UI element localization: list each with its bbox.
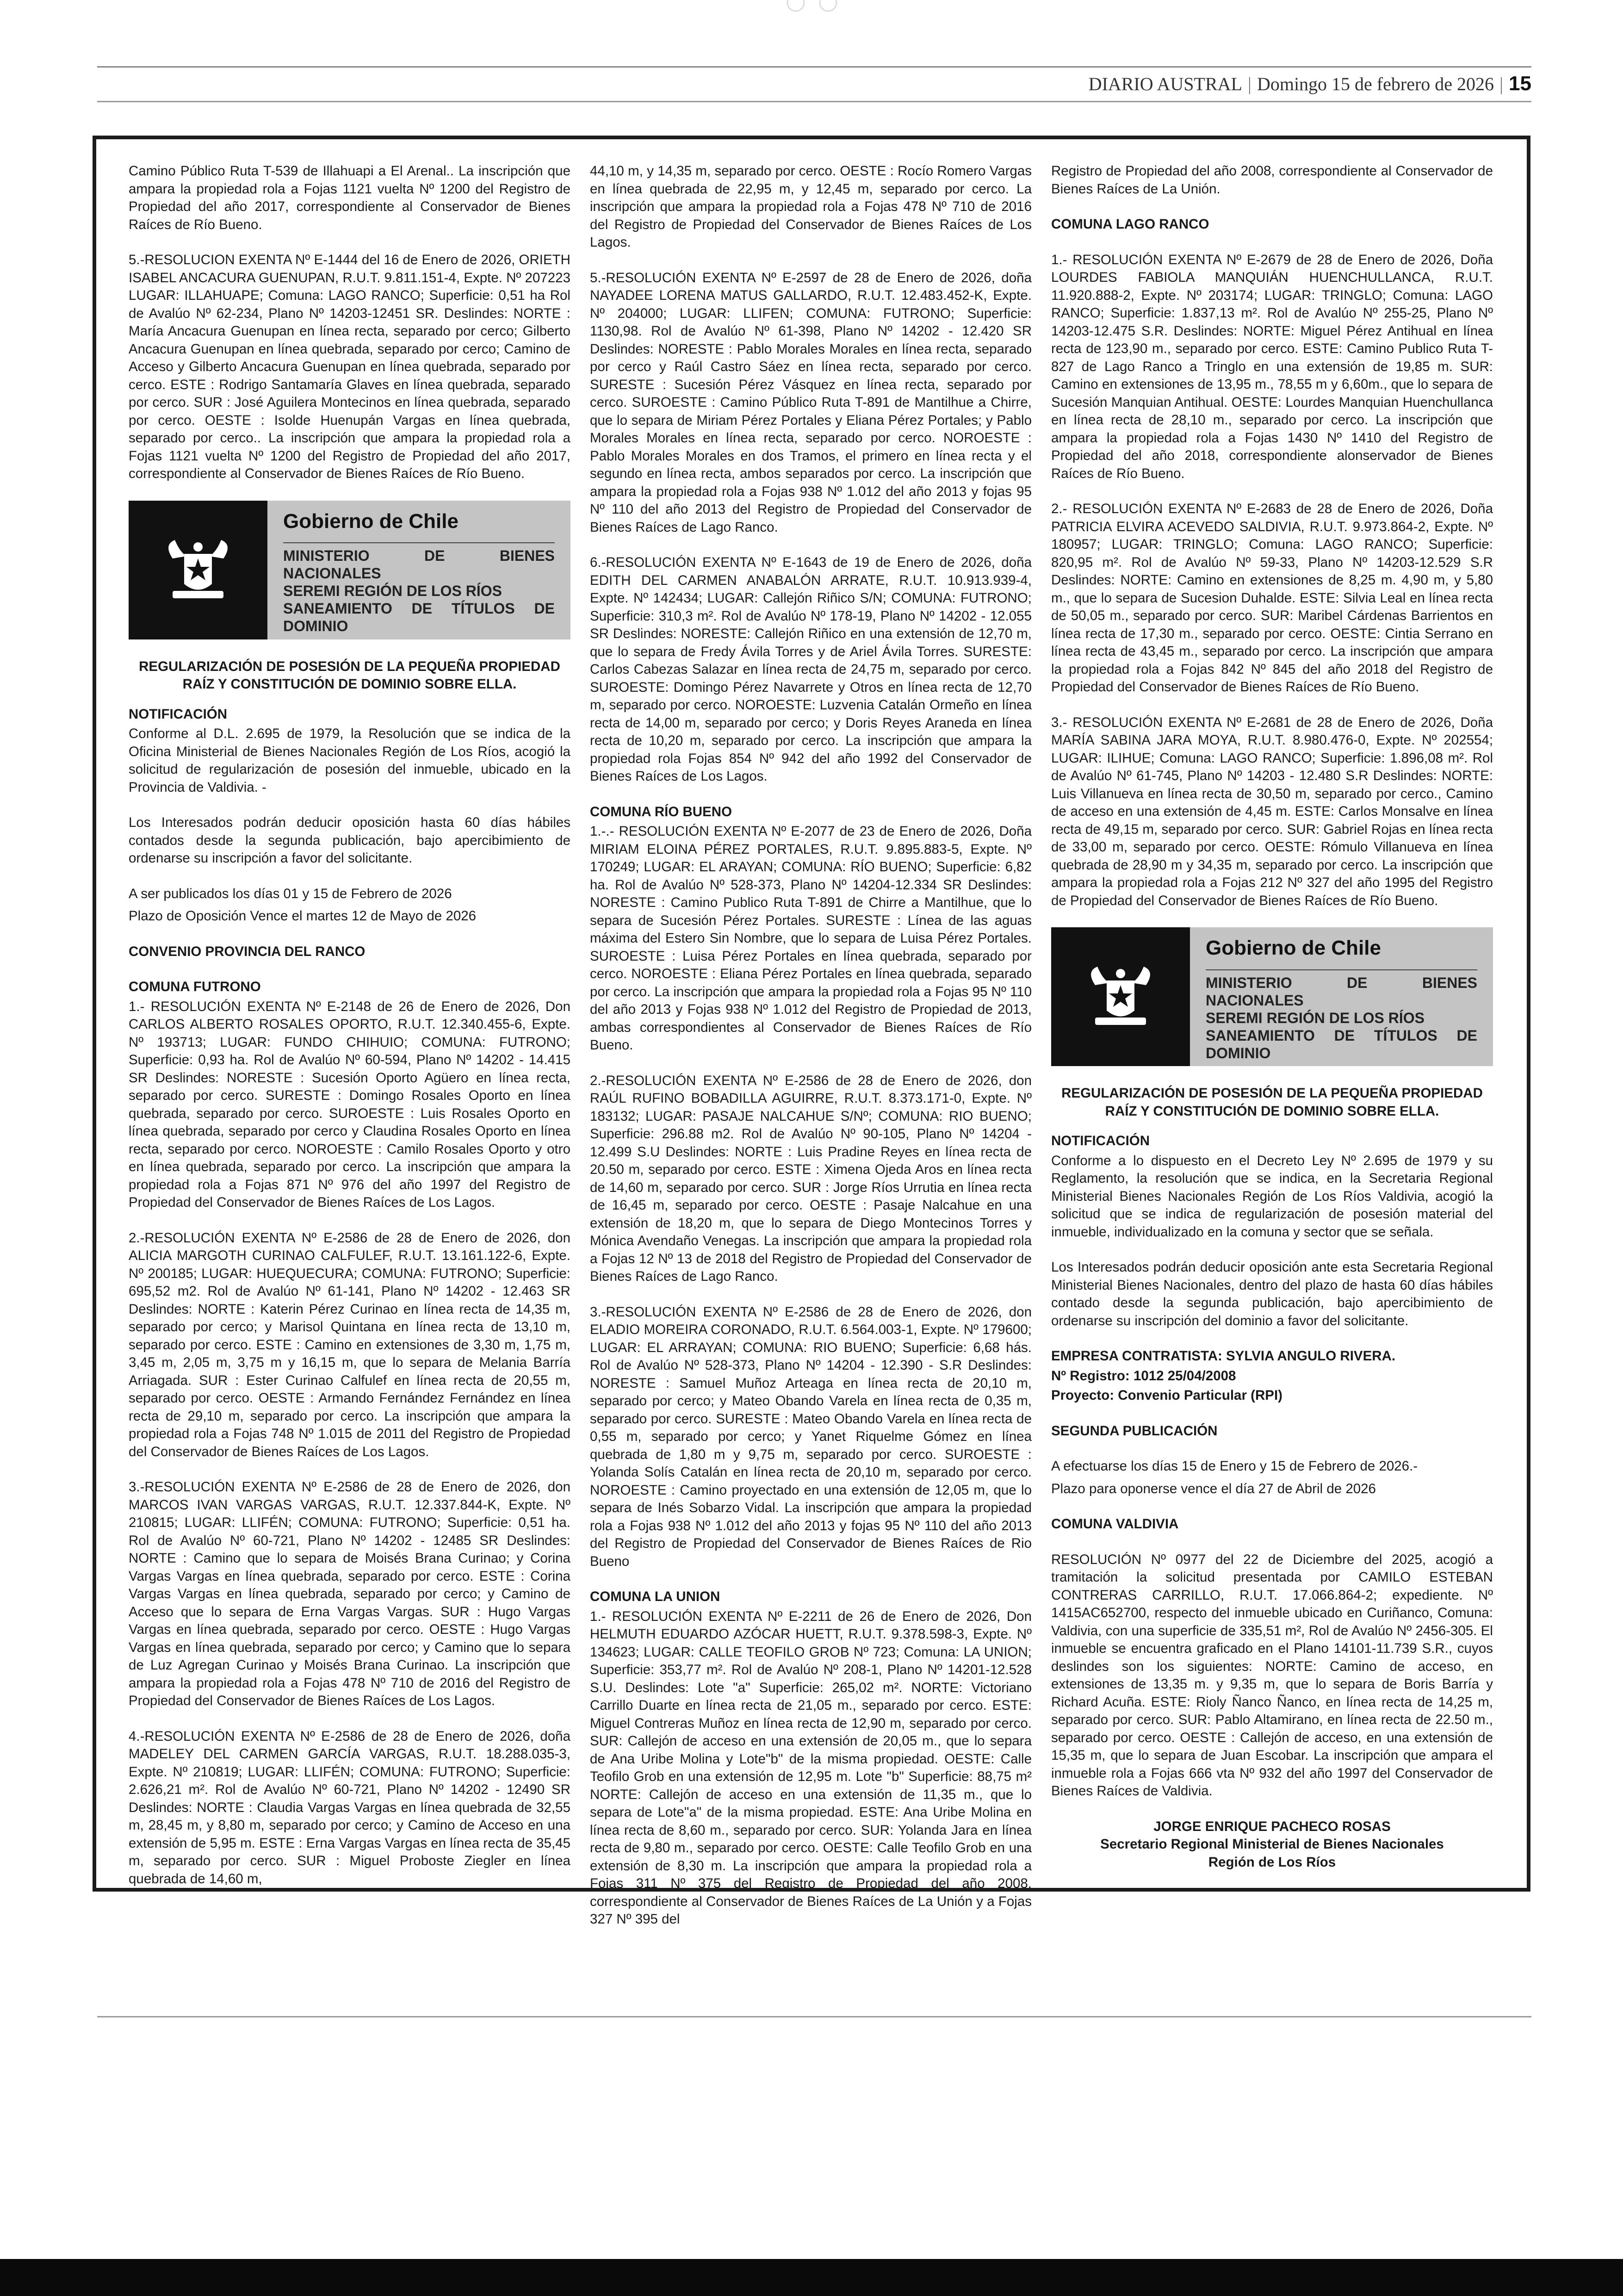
notice-paragraph: 5.-RESOLUCION EXENTA Nº E-1444 del 16 de Enero de 2026, ORIETH ISABEL ANCACURA GUENUPAN, R.U.T. 9.811.151-4, Expte. Nº 207223 LUGAR: ILLAHUAPE; Comuna: LAGO RANCO; Superficie: 0,51 ha Rol de Avalúo Nº 62-234, Plano Nº 14203-12451 SR. Deslindes: NORTE : María Ancacura Guenupan en línea recta, separado por cerco; Gilberto Ancacura Guenupan en línea quebrada, separado por cerco; Camino de Acceso y Gilberto Ancacura Guenupan en línea quebrada, separado por cerco. ESTE : Rodrigo Santamaría Glaves en línea quebrada, separado por cerco. SUR : José Aguilera Montecinos en línea quebrada, separado por cerco. OESTE : Isolde Huenupán Vargas en línea quebrada, separado por cerco.. La inscripción que ampara la propiedad rola a Fojas 1121 vuelta Nº 1200 del Registro de Propiedad del año 2017, correspondiente al Conservador de Bienes Raíces de Río Bueno. bbox=[129, 252, 570, 481]
section-heading: COMUNA FUTRONO bbox=[129, 979, 261, 994]
section-heading: COMUNA VALDIVIA bbox=[1051, 1516, 1179, 1532]
section-heading: COMUNA LA UNION bbox=[590, 1589, 720, 1604]
notification-heading: NOTIFICACIÓN bbox=[1051, 1133, 1150, 1148]
header-rule bbox=[97, 101, 1531, 102]
top-rule bbox=[97, 66, 1531, 68]
notice-paragraph: 1.-.- RESOLUCIÓN EXENTA Nº E-2077 de 23 de Enero de 2026, Doña MIRIAM ELOINA PÉREZ PORTALES, R.U.T. 9.895.883-5, Expte. Nº 170249; LUGAR: EL ARAYAN; COMUNA: RÍO BUENO; Superficie: 6,82 ha. Rol de Avalúo Nº 528-373, Plano Nº 14204-12.334 SR Deslindes: NORESTE : Camino Publico Ruta T-891 de Chirre a Mantilhue, que lo separa de Sucesión Pérez Portales. SURESTE : Línea de las aguas máxima del Estero Sin Nombre, que lo separa de Luisa Pérez Portales. SUROESTE : Luisa Pérez Portales en línea quebrada, separado por cerco. NOROESTE : Eliana Pérez Portales en línea quebrada, separado por cerco. La inscripción que ampara la propiedad rola a Fojas 95 Nº 110 del año 2013 y Fojas 938 Nº 1.012 del Registro de Propiedad de 2013, ambas correspondientes al Conservador de Bienes Raíces de Río Bueno. bbox=[590, 824, 1032, 1053]
signatory-title: Secretario Regional Ministerial de Bienes Nacionales bbox=[1100, 1837, 1444, 1852]
column-1 bbox=[129, 162, 570, 1946]
notice-paragraph: 4.-RESOLUCIÓN EXENTA Nº E-2586 de 28 de Enero de 2026, doña MADELEY DEL CARMEN GARCÍA VARGAS, R.U.T. 18.288.035-3, Expte. Nº 210819; LUGAR: LLIFÉN; COMUNA: FUTRONO; Superficie: 2.626,21 m². Rol de Avalúo Nº 60-721, Plano Nº 14202 - 12490 SR Deslindes: NORTE : Claudia Vargas Vargas en línea quebrada de 32,55 m, 28,45 m, y 8,80 m, separado por cerco; y Camino de Acceso en una extensión de 5,95 m. ESTE : Erna Vargas Vargas en línea recta de 35,45 m, separado por cerco. SUR : Miguel Proboste Ziegler en línea quebrada de 14,60 m, bbox=[129, 1728, 570, 1886]
banner-title: Gobierno de Chile bbox=[283, 509, 458, 533]
signatory-region: Región de Los Ríos bbox=[1208, 1854, 1336, 1870]
header-separator: | bbox=[1499, 73, 1504, 94]
bottom-bar bbox=[0, 2259, 1623, 2296]
section-heading: SEGUNDA PUBLICACIÓN bbox=[1051, 1423, 1218, 1439]
publication-dates: A ser publicados los días 01 y 15 de Febrero de 2026 bbox=[129, 886, 452, 901]
notice-paragraph: Registro de Propiedad del año 2008, correspondiente al Conservador de Bienes Raíces de La Unión. bbox=[1051, 163, 1493, 197]
page-indicator-dots bbox=[782, 0, 847, 14]
gobierno-chile-banner bbox=[129, 501, 570, 639]
banner-line: MINISTERIO DE BIENES NACIONALES bbox=[1206, 969, 1477, 1009]
notice-paragraph: Conforme a lo dispuesto en el Decreto Ley Nº 2.695 de 1979 y su Reglamento, la resolución que se indica, en la Secretaria Regional Ministerial Bienes Nacionales Región de Los Ríos Valdivia, acogió la solicitud que se indica de regularización de posesión material del inmueble, individualizado en la comuna y sector que se señala. bbox=[1051, 1153, 1493, 1240]
regularization-title: REGULARIZACIÓN DE POSESIÓN DE LA PEQUEÑA PROPIEDAD RAÍZ Y CONSTITUCIÓN DE DOMINIO SOBRE ELLA. bbox=[139, 658, 560, 692]
notice-paragraph: 44,10 m, y 14,35 m, separado por cerco. OESTE : Rocío Romero Vargas en línea quebrada de 22,95 m, y 12,45 m, separado por cerco. La inscripción que ampara la propiedad rola a Fojas 478 Nº 710 de 2016 del Registro de Propiedad del Conservador de Bienes Raíces de Los Lagos. bbox=[590, 163, 1032, 250]
signatory-name: JORGE ENRIQUE PACHECO ROSAS bbox=[1153, 1818, 1391, 1834]
notice-paragraph: 2.-RESOLUCIÓN EXENTA Nº E-2586 de 28 de Enero de 2026, don ALICIA MARGOTH CURINAO CALFULEF, R.U.T. 13.161.122-6, Expte. Nº 200185; LUGAR: HUEQUECURA; COMUNA: FUTRONO; Superficie: 695,52 m2. Rol de Avalúo Nº 61-141, Plano Nº 14202 - 12.463 SR Deslindes: NORTE : Katerin Pérez Curinao en línea recta de 14,35 m, separado por cerco; y Marisol Quintana en línea recta de 13,10 m, separado por cerco. ESTE : Camino en extensiones de 3,30 m, 1,75 m, 3,45 m, 2,05 m, 3,75 m y 16,15 m, que lo separa de Melania Barría Arriagada. SUR : Ester Curinao Calfulef en línea recta de 20,55 m, separado por cerco. OESTE : Armando Fernández Fernández en línea recta de 29,10 m, separado por cerco. La inscripción que ampara la propiedad rola a Fojas 748 Nº 1.015 de 2011 del Registro de Propiedad del Conservador de Bienes Raíces de Los Lagos. bbox=[129, 1230, 570, 1459]
publication-name: DIARIO AUSTRAL bbox=[1088, 73, 1242, 94]
publication-dates: A efectuarse los días 15 de Enero y 15 de Febrero de 2026.- bbox=[1051, 1458, 1418, 1474]
chile-coat-of-arms-icon bbox=[1051, 927, 1190, 1066]
notice-paragraph: 2.- RESOLUCIÓN EXENTA Nº E-2683 de 28 de Enero de 2026, Doña PATRICIA ELVIRA ACEVEDO SALDIVIA, R.U.T. 9.973.864-2, Expte. Nº 180957; LUGAR: TRINGLO; Comuna: LAGO RANCO; Superficie: 820,95 m². Rol de Avalúo Nº 59-33, Plano Nº 14203-12.529 S.R Deslindes: NORTE: Camino en extensiones de 8,25 m. 4,90 m, y 5,80 m., que lo separa de Sucesion Duhalde. ESTE: Silvia Leal en línea recta de 50,05 m., separado por cerco. SUR: Maribel Cárdenas Barrientos en línea recta de 17,30 m., separado por cerco. OESTE: Cintia Serrano en línea recta de 43,45 m., separado por cerco. La inscripción que ampara la propiedad rola a Fojas 842 Nº 845 del año 2018 del Registro de Propiedad del Conservador de Bienes Raíces de Río Bueno. bbox=[1051, 501, 1493, 695]
contractor-line: EMPRESA CONTRATISTA: SYLVIA ANGULO RIVERA. bbox=[1051, 1348, 1396, 1364]
chile-coat-of-arms-icon bbox=[129, 501, 267, 639]
notice-paragraph: 1.- RESOLUCIÓN EXENTA Nº E-2211 de 26 de Enero de 2026, Don HELMUTH EDUARDO AZÓCAR HUETT, R.U.T. 9.378.598-3, Expte. Nº 134623; LUGAR: CALLE TEOFILO GROB Nº 723; Comuna: LA UNION; Superficie: 353,77 m². Rol de Avalúo Nº 208-1, Plano Nº 14201-12.528 S.U. Deslindes: Lote "a" Superficie: 265,02 m². NORTE: Victoriano Carrillo Duarte en línea recta de 21,05 m., separado por cerco. ESTE: Miguel Contreras Muñoz en línea recta de 12,90 m, separado por cerco. SUR: Callejón de acceso en una extensión de 20,05 m., que lo separa de Ana Uribe Molina y Lote"b" de la misma propiedad. OESTE: Calle Teofilo Grob en una extensión de 12,95 m. Lote "b" Superficie: 88,75 m² NORTE: Callejón de acceso en una extensión de 11,35 m., que lo separa de Lote"a" de la misma propiedad. ESTE: Ana Uribe Molina en línea recta de 8,60 m., separado por cerco. SUR: Yolanda Jara en línea recta de 9,80 m., separado por cerco. OESTE: Calle Teofilo Grob en una extensión de 8,30 m. La inscripción que ampara la propiedad rola a Fojas 311 Nº 375 del Registro de Propiedad del año 2008, correspondiente al Conservador de Bienes Raíces de La Unión y a Fojas 327 Nº 395 del bbox=[590, 1608, 1032, 1927]
banner-line: MINISTERIO DE BIENES NACIONALES bbox=[283, 542, 555, 582]
notification-heading: NOTIFICACIÓN bbox=[129, 706, 228, 722]
section-heading: CONVENIO PROVINCIA DEL RANCO bbox=[129, 943, 365, 959]
legal-notice-ad bbox=[93, 136, 1530, 1927]
page-header bbox=[97, 69, 1531, 98]
banner-line: SANEAMIENTO DE TÍTULOS DE DOMINIO bbox=[1206, 1027, 1477, 1061]
notice-paragraph: RESOLUCIÓN Nº 0977 del 22 de Diciembre del 2025, acogió a tramitación la solicitud presentada por CAMILO ESTEBAN CONTRERAS CARRILLO, R.U.T. 17.066.864-2; expediente. Nº 1415AC652700, respecto del inmueble ubicado en Curiñanco, Comuna: Valdivia, con una superficie de 335,51 m², Rol de Avalúo Nº 2456-305. El inmueble se encuentra graficado en el Plano 14101-11.739 S.R., cuyos deslindes son los siguientes: NORTE: Camino de acceso, en extensiones de 13,35 m. y 9,35 m, que lo separa de Boris Barría y Richard Acuña. ESTE: Rioly Ñanco Ñanco, en línea recta de 14,25 m, separado por cerco. SUR: Pablo Altamirano, en línea recta de 22.50 m., separado por cerco. OESTE : Callejón de acceso, en una extensión de 15,35 m, que lo separa de Juan Escobar. La inscripción que ampara el inmueble rola a Fojas 666 vta Nº 932 del año 1997 del Conservador de Bienes Raíces de Valdivia. bbox=[1051, 1551, 1493, 1799]
notice-paragraph: 6.-RESOLUCIÓN EXENTA Nº E-1643 de 19 de Enero de 2026, doña EDITH DEL CARMEN ANABALÓN ARRATE, R.U.T. 10.913.939-4, Expte. Nº 142434; LUGAR: Callejón Riñico S/N; COMUNA: FUTRONO; Superficie: 310,3 m². Rol de Avalúo Nº 178-19, Plano Nº 14202 - 12.055 SR Deslindes: NORESTE: Callejón Riñico en una extensión de 12,70 m, que lo separa de Fredy Ávila Torres y de Ariel Ávila Torres. SURESTE: Carlos Cabezas Salazar en línea recta de 24,75 m, separado por cerco. SUROESTE: Domingo Pérez Navarrete y Otros en línea recta de 12,70 m, separado por cerco. NOROESTE: Luzvenia Catalán Ormeño en línea recta de 14,00 m, separado por cerco; y Doris Reyes Araneda en línea recta de 10,20 m, separado por cerco. La inscripción que ampara la propiedad rola Fojas 854 Nº 942 del año 1992 del Conservador de Bienes Raíces de Los Lagos. bbox=[590, 555, 1032, 784]
notice-paragraph: Conforme al D.L. 2.695 de 1979, la Resolución que se indica de la Oficina Ministerial de Bienes Nacionales Región de Los Ríos, acogió la solicitud de regularización de posesión del inmueble, ubicado en la Provincia de Valdivia. - bbox=[129, 726, 570, 795]
footer-rule bbox=[97, 2016, 1531, 2017]
notice-paragraph: 3.- RESOLUCIÓN EXENTA Nº E-2681 de 28 de Enero de 2026, Doña MARÍA SABINA JARA MOYA, R.U.T. 8.980.476-0, Expte. Nº 202554; LUGAR: ILIHUE; Comuna: LAGO RANCO; Superficie: 1.896,08 m². Rol de Avalúo Nº 61-745, Plano Nº 14203 - 12.480 S.R Deslindes: NORTE: Luis Villanueva en línea recta de 30,50 m, separado por cerco., Camino de acceso en una extensión de 4,45 m. ESTE: Carlos Monsalve en línea recta de 49,15 m, separado por cerco. SUR: Gabriel Rojas en línea recta de 33,00 m, separado por cerco. OESTE: Rómulo Villanueva en línea quebrada de 28,90 m y 34,35 m, separado por cerco. La inscripción que ampara la propiedad rola a Fojas 212 Nº 327 del año 1995 del Registro de Propiedad del Conservador de Bienes Raíces de Río Bueno. bbox=[1051, 714, 1493, 908]
banner-text bbox=[1190, 927, 1493, 1066]
gobierno-chile-banner bbox=[1051, 927, 1493, 1066]
registry-line: Nº Registro: 1012 25/04/2008 bbox=[1051, 1368, 1236, 1384]
notice-paragraph: Los Interesados podrán deducir oposición hasta 60 días hábiles contados desde la segunda publicación, bajo apercibimiento de ordenarse su inscripción a favor del solicitante. bbox=[129, 815, 570, 866]
banner-text bbox=[267, 501, 570, 639]
project-line: Proyecto: Convenio Particular (RPI) bbox=[1051, 1388, 1282, 1403]
notice-paragraph: 1.- RESOLUCIÓN EXENTA Nº E-2148 de 26 de Enero de 2026, Don CARLOS ALBERTO ROSALES OPORTO, R.U.T. 12.340.455-6, Expte. Nº 193713; LUGAR: FUNDO CHIHUIO; COMUNA: FUTRONO; Superficie: 0,93 ha. Rol de Avalúo Nº 60-594, Plano Nº 14202 - 14.415 SR Deslindes: NORESTE : Sucesión Oporto Agüero en línea recta, separado por cerco. SURESTE : Domingo Rosales Oporto en línea quebrada, separado por cerco. SUROESTE : Luis Rosales Oporto en línea quebrada, separado por cerco y Claudina Rosales Oporto en línea recta, separado por cerco. NOROESTE : Camilo Rosales Oporto y otro en línea quebrada, separado por cerco. La inscripción que ampara la propiedad rola a Fojas 871 Nº 976 del año 1997 del Registro de Propiedad del Conservador de Bienes Raíces de Los Lagos. bbox=[129, 999, 570, 1210]
notice-paragraph: 3.-RESOLUCIÓN EXENTA Nº E-2586 de 28 de Enero de 2026, don ELADIO MOREIRA CORONADO, R.U.T. 6.564.003-1, Expte. Nº 179600; LUGAR: EL ARRAYAN; COMUNA: RIO BUENO; Superficie: 6,68 hás. Rol de Avalúo Nº 528-373, Plano Nº 14204 - 12.390 - S.R Deslindes: NORESTE : Samuel Muñoz Arteaga en línea recta de 20,10 m, separado por cerco; y Mateo Obando Varela en línea recta de 0,35 m, separado por cerco. SURESTE : Mateo Obando Varela en línea recta de 0,55 m, separado por cerco; y Yanet Riquelme Gómez en línea quebrada de 1,80 m y 9,75 m, separado por cerco. SUROESTE : Yolanda Solís Catalán en línea recta de 20,10 m, separado por cerco. NOROESTE : Camino proyectado en una extensión de 12,05 m, que lo separa de Inés Sobarzo Vidal. La inscripción que ampara la propiedad rola a Fojas 938 Nº 1.012 del año 2013 y fojas 95 Nº 110 del año 2013 del Registro de Propiedad del Conservador de Bienes Raíces de Rio Bueno bbox=[590, 1304, 1032, 1569]
notice-paragraph: 2.-RESOLUCIÓN EXENTA Nº E-2586 de 28 de Enero de 2026, don RAÚL RUFINO BOBADILLA AGUIRRE, R.U.T. 8.373.171-0, Expte. Nº 183132; LUGAR: PASAJE NALCAHUE S/Nº; COMUNA: RIO BUENO; Superficie: 296.88 m2. Rol de Avalúo Nº 90-105, Plano Nº 14204 - 12.499 S.U Deslindes: NORTE : Luis Pradine Reyes en línea recta de 20.50 m, separado por cerco. ESTE : Ximena Ojeda Aros en línea recta de 14,60 m, separado por cerco. SUR : Jorge Ríos Urrutia en línea recta de 16,45 m, separado por cerco. OESTE : Pasaje Nalcahue en una extensión de 18,20 m, que lo separa de Diego Montecinos Torres y Mónica Avendaño Venegas. La inscripción que ampara la propiedad rola a Fojas 12 Nº 13 de 2018 del Registro de Propiedad del Conservador de Bienes Raíces de Lago Ranco. bbox=[590, 1073, 1032, 1284]
opposition-deadline: Plazo de Oposición Vence el martes 12 de Mayo de 2026 bbox=[129, 908, 477, 924]
notice-paragraph: 5.-RESOLUCIÓN EXENTA Nº E-2597 de 28 de Enero de 2026, doña NAYADEE LORENA MATUS GALLARDO, R.U.T. 12.483.452-K, Expte. Nº 204000; LUGAR: LLIFEN; COMUNA: FUTRONO; Superficie: 1130,98. Rol de Avalúo Nº 61-398, Plano Nº 14202 - 12.420 SR Deslindes: NORESTE : Pablo Morales Morales en línea recta, separado por cerco y Raúl Castro Sáez en línea recta, separado por cerco. SURESTE : Sucesión Pérez Vásquez en línea recta, separado por cerco. SUROESTE : Camino Público Ruta T-891 de Mantilhue a Chirre, que lo separa de Miriam Pérez Portales y Eliana Pérez Portales; y Pablo Morales Morales en línea recta, separado por cerco. NOROESTE : Pablo Morales Morales en dos Tramos, el primero en línea recta y el segundo en línea recta, ambos separados por cerco. La inscripción que ampara la propiedad rola a Fojas 938 Nº 1.012 del año 2013 y fojas 95 Nº 110 del año 2013 del Registro de Propiedad del Conservador de Bienes Raíces de Lago Ranco. bbox=[590, 270, 1032, 535]
banner-line: SEREMI REGIÓN DE LOS RÍOS bbox=[1206, 1009, 1425, 1026]
column-3 bbox=[1051, 162, 1493, 1946]
ad-columns bbox=[129, 162, 1493, 1927]
issue-date: Domingo 15 de febrero de 2026 bbox=[1257, 73, 1494, 94]
page-number: 15 bbox=[1509, 72, 1531, 95]
regularization-title: REGULARIZACIÓN DE POSESIÓN DE LA PEQUEÑA PROPIEDAD RAÍZ Y CONSTITUCIÓN DE DOMINIO SOBRE ELLA. bbox=[1061, 1086, 1483, 1119]
section-heading: COMUNA LAGO RANCO bbox=[1051, 217, 1209, 232]
notice-paragraph: 3.-RESOLUCIÓN EXENTA Nº E-2586 de 28 de Enero de 2026, don MARCOS IVAN VARGAS VARGAS, R.U.T. 12.337.844-K, Expte. Nº 210815; LUGAR: LLIFÉN; COMUNA: FUTRONO; Superficie: 0,51 ha. Rol de Avalúo Nº 60-721, Plano Nº 14202 - 12485 SR Deslindes: NORTE : Camino que lo separa de Moisés Brana Curinao; y Corina Vargas Vargas en línea quebrada, separado por cerco. ESTE : Corina Vargas Vargas en línea quebrada, separado por cerco; y Camino de Acceso que lo separa de Erna Vargas Vargas. SUR : Hugo Vargas Vargas en línea quebrada, separado por cerco. OESTE : Hugo Vargas Vargas en línea quebrada, separado por cerco; y Camino que lo separa de Luz Agregan Curinao y Moisés Brana Curinao. La inscripción que ampara la propiedad rola a Fojas 478 Nº 710 de 2016 del Registro de Propiedad del Conservador de Bienes Raíces de Los Lagos. bbox=[129, 1479, 570, 1708]
section-heading: COMUNA RÍO BUENO bbox=[590, 804, 732, 819]
notice-paragraph: 1.- RESOLUCIÓN EXENTA Nº E-2679 de 28 de Enero de 2026, Doña LOURDES FABIOLA MANQUIÁN HUENCHULLANCA, R.U.T. 11.920.888-2, Expte. Nº 203174; LUGAR: TRINGLO; Comuna: LAGO RANCO; Superficie: 1.837,13 m². Rol de Avalúo Nº 255-25, Plano Nº 14203-12.475 S.R. Deslindes: NORTE: Miguel Pérez Antihual en línea recta de 123,90 m., separado por cerco. ESTE: Camino Publico Ruta T-827 de Lago Ranco a Tringlo en una extensión de 19,85 m. SUR: Camino en extensiones de 13,95 m., 78,55 m y 6,60m., que lo separa de Sucesión Manquian Antihual. OESTE: Lourdes Manquian Huenchullanca en línea recta de 28,10 m., separado por cerco. La inscripción que ampara la propiedad rola a Fojas 1430 Nº 1410 del Registro de Propiedad del año 2018, correspondiente alonservador de Bienes Raíces de Río Bueno. bbox=[1051, 252, 1493, 481]
banner-line: SEREMI REGIÓN DE LOS RÍOS bbox=[283, 583, 502, 599]
column-2 bbox=[590, 162, 1032, 1946]
banner-title: Gobierno de Chile bbox=[1206, 937, 1381, 959]
notice-paragraph: Los Interesados podrán deducir oposición ante esta Secretaria Regional Ministerial Bienes Nacionales, dentro del plazo de hasta 60 días hábiles contado desde la segunda publicación, bajo apercibimiento de ordenarse su inscripción del dominio a favor del solicitante. bbox=[1051, 1260, 1493, 1328]
header-separator: | bbox=[1247, 73, 1251, 94]
banner-line: SANEAMIENTO DE TÍTULOS DE DOMINIO bbox=[283, 600, 555, 634]
notice-paragraph: Camino Público Ruta T-539 de Illahuapi a El Arenal.. La inscripción que ampara la propiedad rola a Fojas 1121 vuelta Nº 1200 del Registro de Propiedad del año 2017, correspondiente al Conservador de Bienes Raíces de Río Bueno. bbox=[129, 163, 570, 232]
opposition-deadline: Plazo para oponerse vence el día 27 de Abril de 2026 bbox=[1051, 1481, 1376, 1496]
